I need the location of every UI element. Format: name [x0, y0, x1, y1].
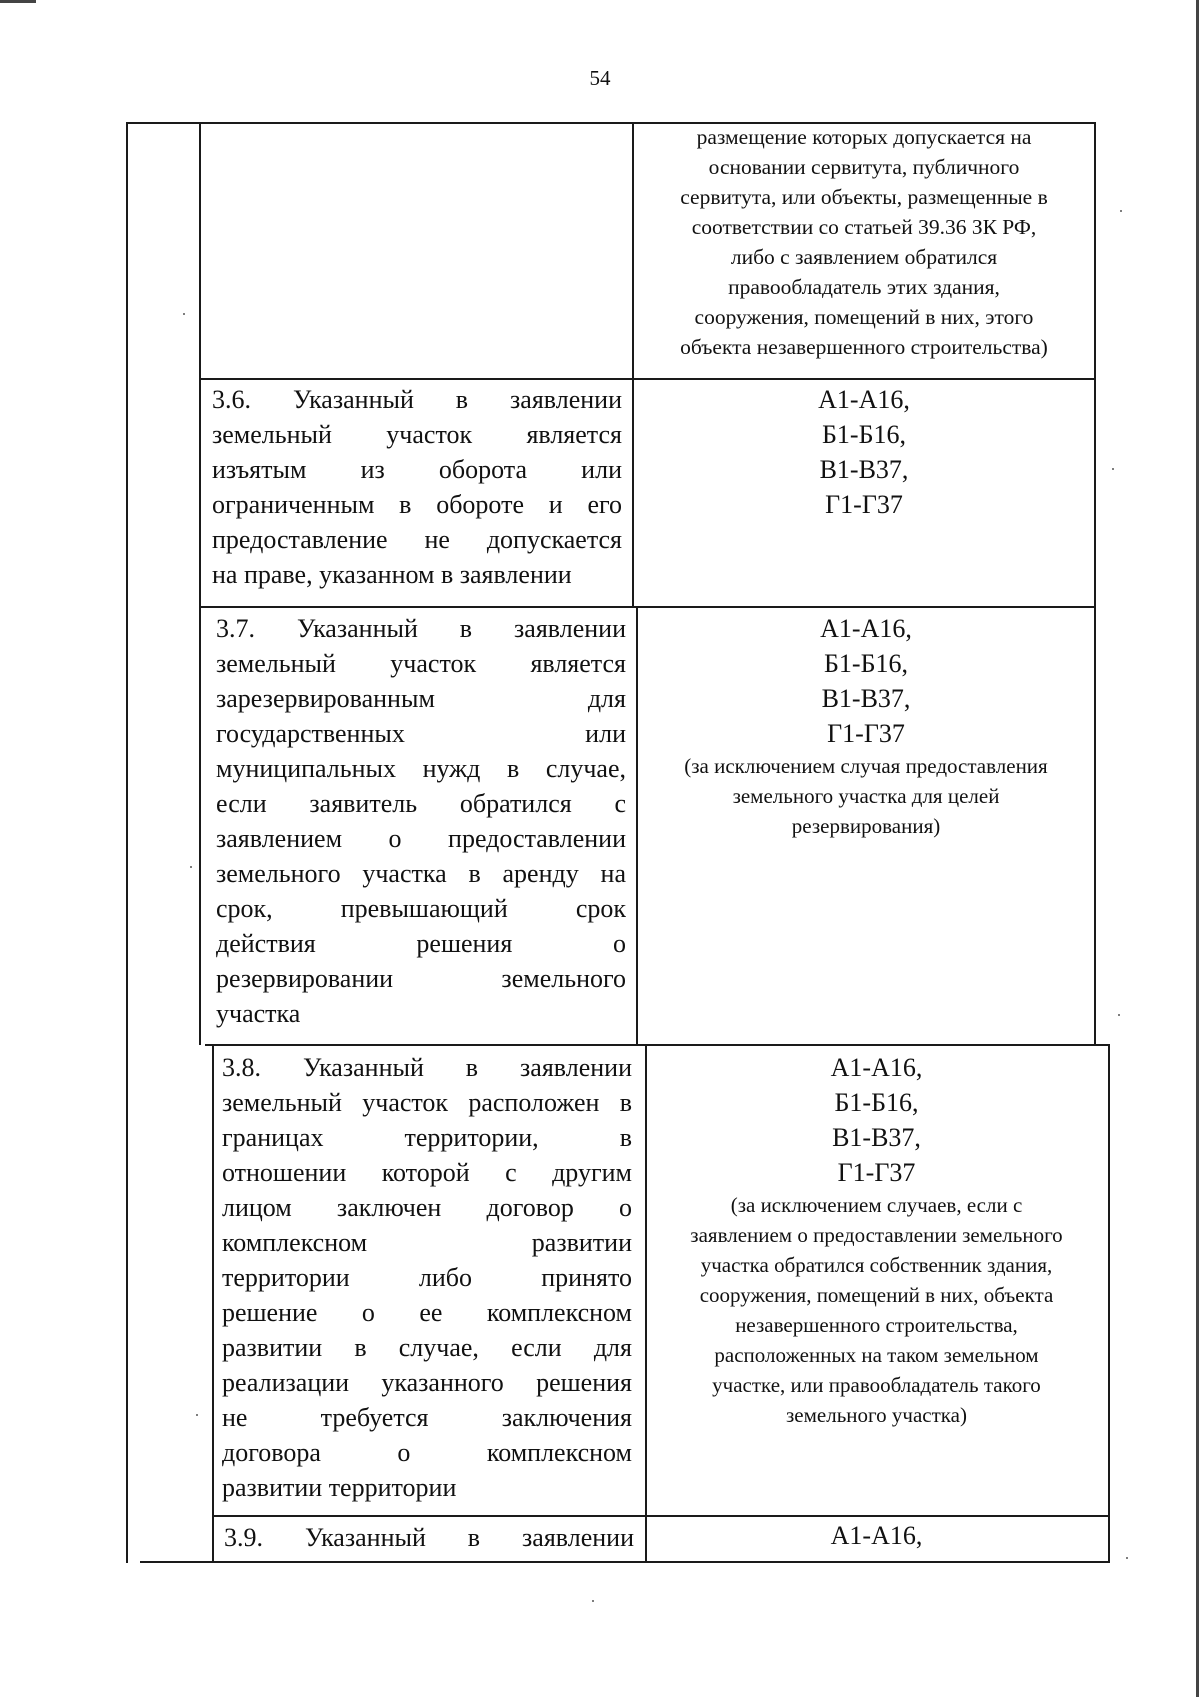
code-line: В1-В37,	[821, 684, 911, 713]
row-3-9-codes	[645, 1518, 1108, 1553]
column-divider-1-lower	[212, 1045, 214, 1562]
code-line: Б1-Б16,	[823, 649, 909, 678]
row-separator-3-9	[212, 1515, 1110, 1517]
table-outer-left-rule	[126, 123, 128, 1563]
code-line: Г1-Г37	[825, 490, 903, 519]
description-line: территории либо принято	[222, 1263, 632, 1292]
scan-speck	[1118, 1014, 1120, 1016]
scan-speck	[190, 866, 192, 868]
description-line: предоставление не допускается	[212, 525, 622, 554]
continuation-line: правообладатель этих здания,	[728, 275, 1000, 299]
continuation-line: сервитута, или объекты, размещенные в	[680, 185, 1048, 209]
row-3-7-description	[216, 611, 626, 1031]
code-line: А1-А16,	[830, 1521, 923, 1550]
row-3-8-codes	[645, 1050, 1108, 1430]
description-line: земельного участка в аренду на	[216, 859, 626, 888]
description-line: развитии в случае, если для	[222, 1333, 632, 1362]
code-line: Г1-Г37	[837, 1158, 916, 1187]
note-line: сооружения, помещений в них, объекта	[699, 1283, 1054, 1307]
description-line: резервировании земельного	[216, 964, 626, 993]
description-line: участка	[216, 999, 301, 1028]
description-line: лицом заключен договор о	[222, 1193, 632, 1222]
row-separator-3-8	[205, 1044, 1110, 1046]
description-line: земельный участок расположен в	[222, 1088, 632, 1117]
code-line: В1-В37,	[819, 455, 909, 484]
scan-speck	[1112, 468, 1114, 470]
description-line: реализации указанного решения	[222, 1368, 632, 1397]
continuation-line: соответствии со статьей 39.36 ЗК РФ,	[691, 215, 1037, 239]
description-line: 3.6. Указанный в заявлении	[212, 385, 622, 414]
code-line: А1-А16,	[830, 1053, 923, 1082]
description-line: государственных или	[216, 719, 626, 748]
row-separator-3-6	[199, 378, 1096, 380]
note-line: резервирования)	[791, 814, 941, 838]
note-line: незавершенного строительства,	[735, 1313, 1018, 1337]
row-3-9-description	[224, 1520, 634, 1555]
scan-speck	[592, 1600, 594, 1602]
note-line: участка обратился собственник здания,	[700, 1253, 1053, 1277]
note-line: (за исключением случая предоставления	[684, 754, 1048, 778]
description-line: муниципальных нужд в случае,	[216, 754, 626, 783]
description-line: ограниченным в обороте и его	[212, 490, 622, 519]
description-line: срок, превышающий срок	[216, 894, 626, 923]
scan-speck	[1126, 1557, 1128, 1559]
description-line: земельный участок является	[212, 420, 622, 449]
table-right-rule-b	[1108, 1045, 1110, 1562]
description-line: не требуется заключения	[222, 1403, 632, 1432]
continuation-right-cell	[634, 122, 1094, 362]
page-number: 54	[589, 66, 611, 90]
continuation-line: сооружения, помещений в них, этого	[694, 305, 1034, 329]
continuation-line: размещение которых допускается на	[696, 125, 1032, 149]
description-line: если заявитель обратился с	[216, 789, 626, 818]
row-separator-3-7	[199, 606, 1096, 608]
code-line: Г1-Г37	[827, 719, 905, 748]
row-3-8-description	[222, 1050, 632, 1505]
continuation-line: объекта незавершенного строительства)	[680, 335, 1048, 359]
column-divider-1	[199, 123, 201, 1045]
code-line: Б1-Б16,	[821, 420, 907, 449]
scan-edge-top-left	[0, 0, 36, 3]
code-line: А1-А16,	[818, 385, 910, 414]
note-line: земельного участка для целей	[732, 784, 1000, 808]
description-line: изъятым из оборота или	[212, 455, 622, 484]
note-line: участке, или правообладатель такого	[712, 1373, 1041, 1397]
description-line: зарезервированным для	[216, 684, 626, 713]
row-3-6-description	[212, 382, 622, 592]
description-line: земельный участок является	[216, 649, 626, 678]
description-line: заявлением о предоставлении	[216, 824, 626, 853]
table-bottom-rule	[140, 1561, 1110, 1563]
description-line: договора о комплексном	[222, 1438, 632, 1467]
scan-edge-right	[1196, 0, 1199, 1697]
description-line: решение о ее комплексном	[222, 1298, 632, 1327]
description-line: отношении которой с другим	[222, 1158, 632, 1187]
description-line: развитии территории	[222, 1473, 457, 1502]
description-line: 3.9. Указанный в заявлении	[224, 1523, 634, 1552]
continuation-line: основании сервитута, публичного	[708, 155, 1020, 179]
code-line: В1-В37,	[832, 1123, 921, 1152]
description-line: 3.7. Указанный в заявлении	[216, 614, 626, 643]
description-line: на праве, указанном в заявлении	[212, 560, 572, 589]
row-3-7-codes	[636, 611, 1096, 841]
description-line: границах территории, в	[222, 1123, 632, 1152]
description-line: действия решения о	[216, 929, 626, 958]
scan-speck	[183, 313, 185, 315]
continuation-line: либо с заявлением обратился	[730, 245, 998, 269]
note-line: земельного участка)	[786, 1403, 967, 1427]
scan-speck	[196, 1414, 198, 1416]
table-right-rule-a	[1094, 123, 1096, 1045]
row-3-7-note	[636, 751, 1096, 841]
code-line: А1-А16,	[820, 614, 912, 643]
note-line: расположенных на таком земельном	[714, 1343, 1039, 1367]
code-line: Б1-Б16,	[834, 1088, 919, 1117]
note-line: заявлением о предоставлении земельного	[690, 1223, 1063, 1247]
scan-speck	[1120, 210, 1122, 212]
description-line: комплексном развитии	[222, 1228, 632, 1257]
description-line: 3.8. Указанный в заявлении	[222, 1053, 632, 1082]
note-line: (за исключением случаев, если с	[730, 1193, 1023, 1217]
row-3-8-note	[645, 1190, 1108, 1430]
row-3-6-codes	[634, 382, 1094, 522]
